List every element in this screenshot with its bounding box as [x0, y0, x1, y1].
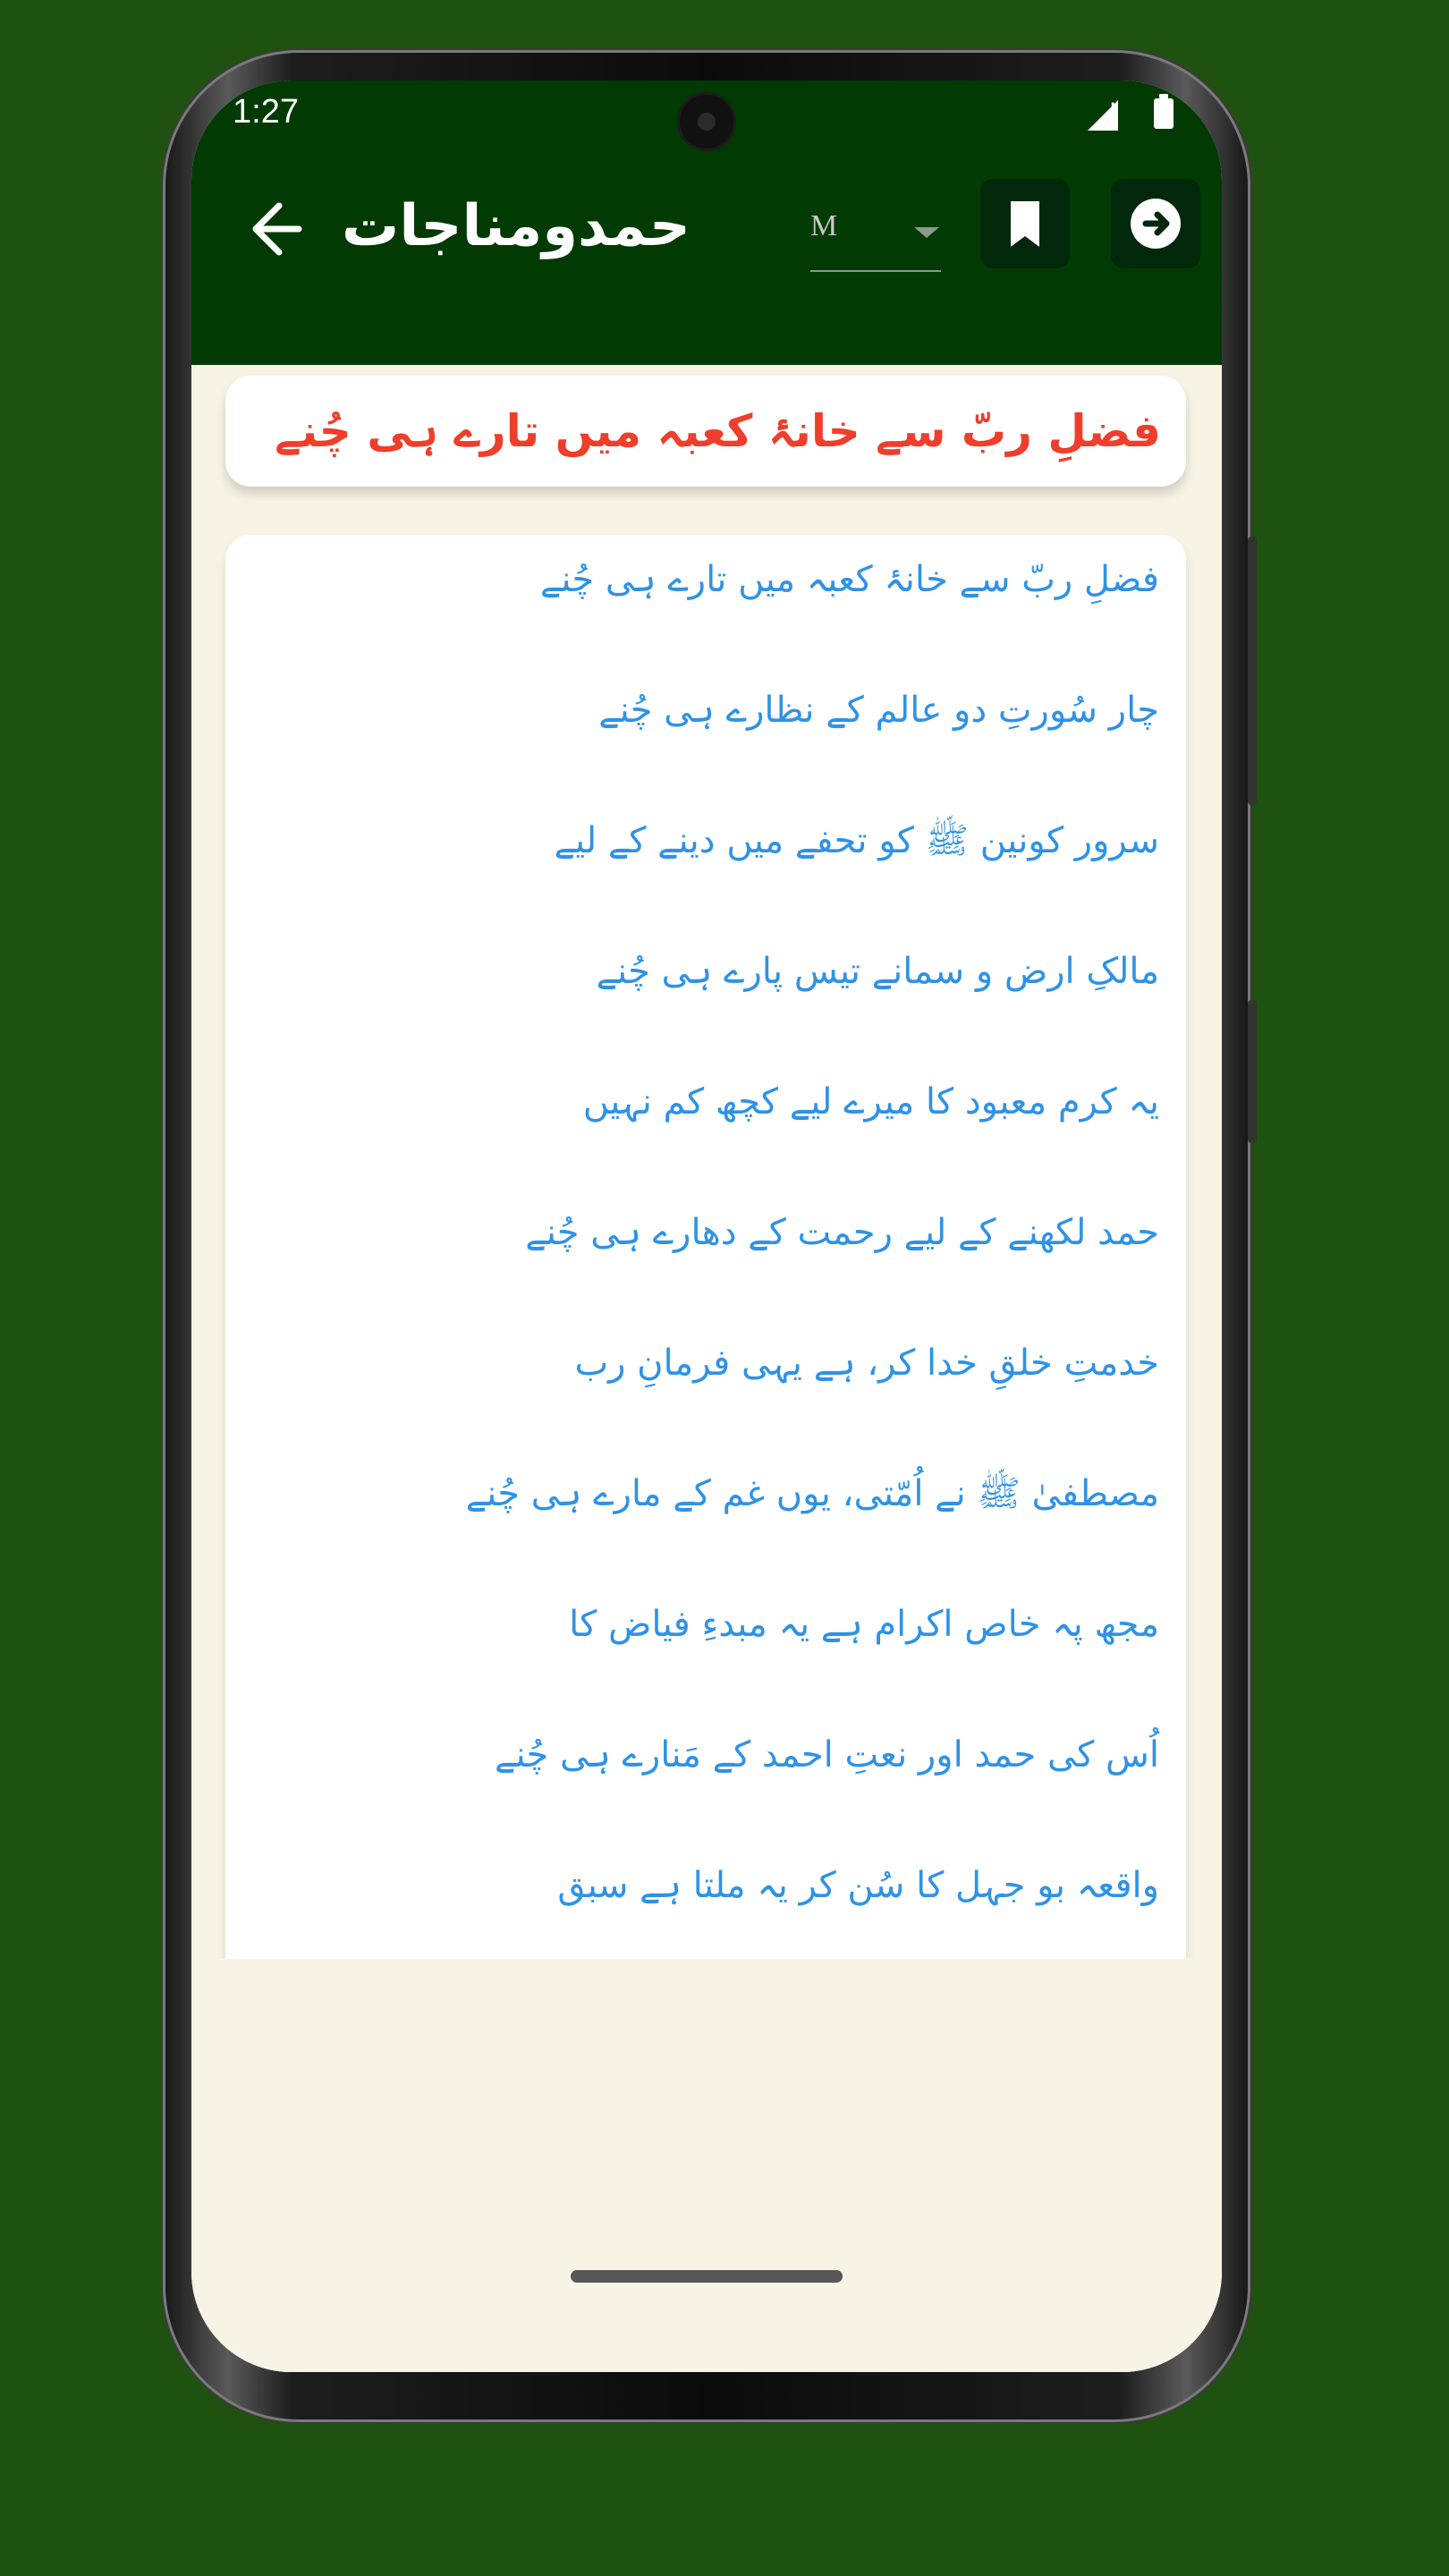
- bookmark-button[interactable]: [980, 179, 1070, 268]
- title-card: [225, 376, 1186, 487]
- back-arrow-icon: [231, 186, 317, 272]
- font-size-value: M: [810, 209, 838, 242]
- front-camera: [680, 95, 733, 148]
- poem-line: فضلِ ربّ سے خانۂ کعبہ میں تارے ہی چُنے: [539, 559, 1159, 600]
- font-size-select[interactable]: [810, 190, 941, 272]
- app-bar: [191, 161, 1222, 365]
- battery-icon: [1154, 98, 1174, 129]
- poem-line: مجھ پہ خاص اکرام ہے یہ مبدءِ فیاض کا: [569, 1604, 1159, 1645]
- poem-line: حمد لکھنے کے لیے رحمت کے دھارے ہی چُنے: [525, 1212, 1159, 1253]
- poem-line: خدمتِ خلقِ خدا کر، ہے یہی فرمانِ رب: [574, 1343, 1159, 1384]
- status-bar: [191, 80, 1222, 161]
- bottom-area: [191, 1959, 1222, 2372]
- next-button[interactable]: [1111, 179, 1200, 268]
- poem-line: مصطفیٰ ﷺ نے اُمّتی، یوں غم کے مارے ہی چُنے: [465, 1473, 1159, 1514]
- app-title: حمدومناجات: [342, 193, 691, 259]
- status-icons: [1084, 97, 1174, 132]
- poem-line: مالکِ ارض و سمانے تیس پارے ہی چُنے: [596, 951, 1159, 992]
- volume-button: [1248, 537, 1257, 805]
- power-button: [1248, 1000, 1257, 1143]
- signal-alert-icon: !: [1109, 97, 1117, 127]
- arrow-right-circle-icon: [1111, 179, 1200, 268]
- back-button[interactable]: [231, 186, 317, 272]
- home-indicator[interactable]: [571, 2270, 843, 2283]
- poem-title: فضلِ ربّ سے خانۂ کعبہ میں تارے ہی چُنے: [275, 405, 1161, 457]
- poem-line: واقعہ بو جہل کا سُن کر یہ ملتا ہے سبق: [557, 1865, 1159, 1906]
- poem-line: سرور کونین ﷺ کو تحفے میں دینے کے لیے: [554, 820, 1159, 861]
- status-time: 1:27: [233, 93, 299, 131]
- poem-line: چار سُورتِ دو عالم کے نظارے ہی چُنے: [598, 690, 1159, 731]
- chevron-down-icon: [914, 227, 939, 238]
- poem-line: یہ کرم معبود کا میرے لیے کچھ کم نہیں: [582, 1081, 1159, 1123]
- poem-line: اُس کی حمد اور نعتِ احمد کے مَنارے ہی چُنے: [495, 1734, 1159, 1775]
- app-screen: [191, 80, 1222, 2372]
- bookmark-icon: [980, 179, 1070, 268]
